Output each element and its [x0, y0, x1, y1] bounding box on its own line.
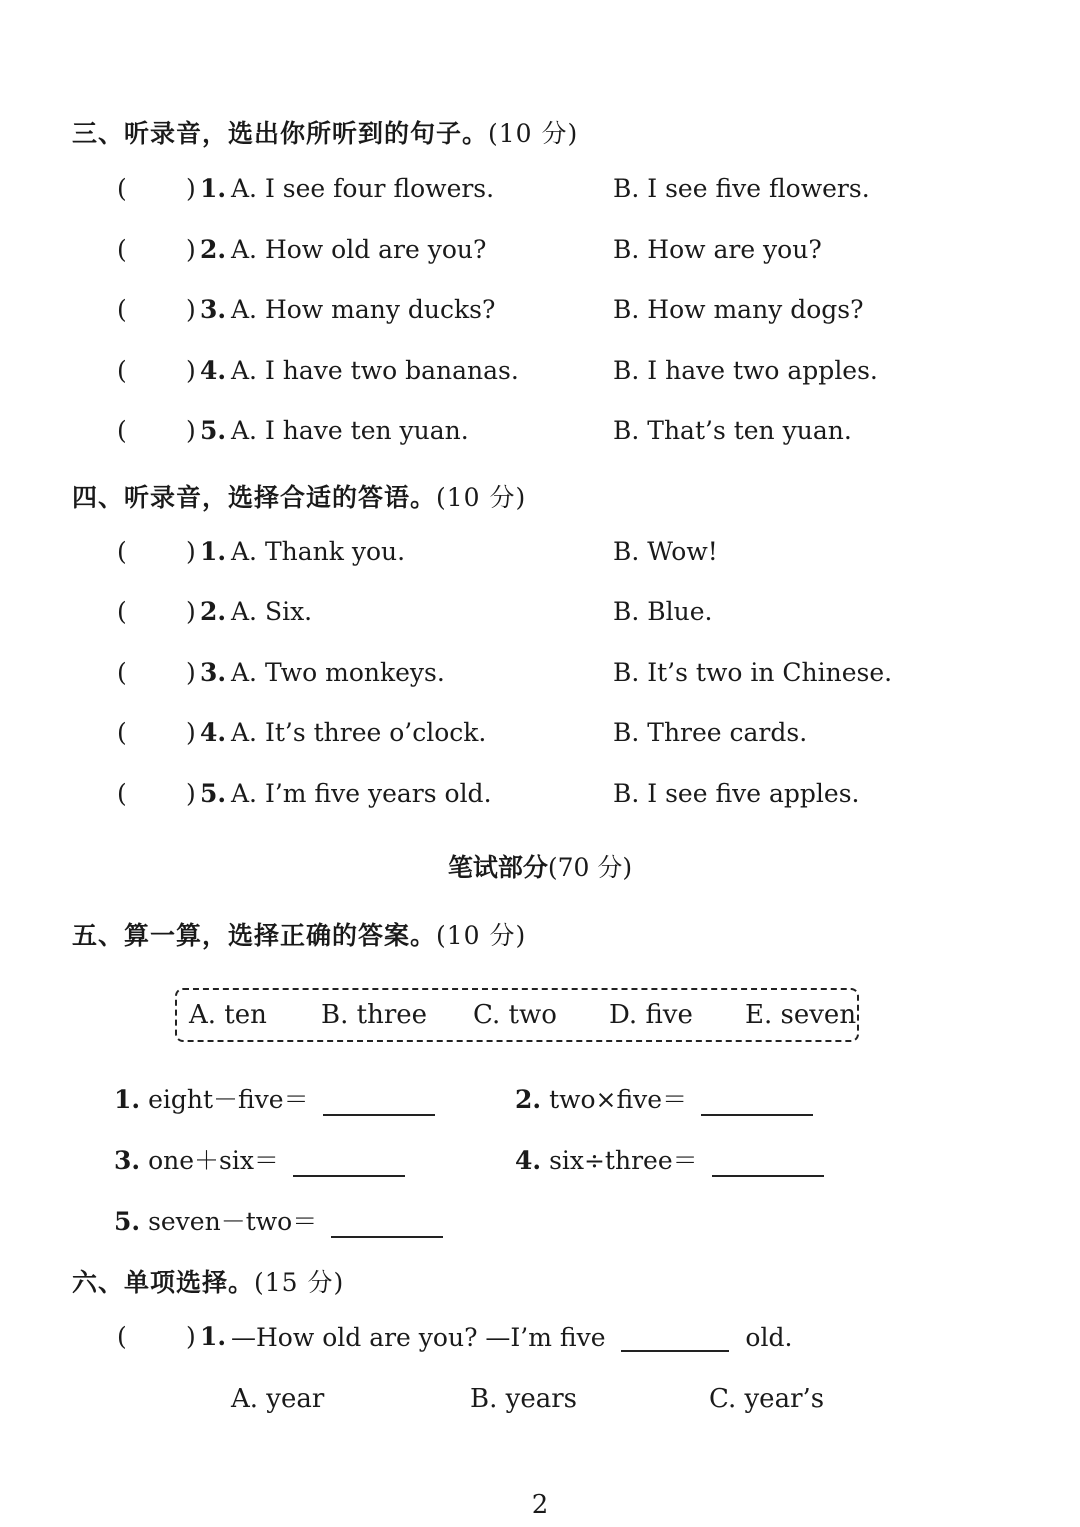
word-bank-item: D. five [609, 1000, 693, 1030]
option-a: A. How old are you? [231, 235, 487, 264]
answer-paren-close: ) [186, 597, 196, 626]
calc-number: 2. [515, 1085, 542, 1114]
section-4-title: 四、听录音，选择合适的答语。 [72, 483, 437, 512]
choice-b: B. years [470, 1384, 577, 1414]
question-number: 3. [200, 295, 227, 324]
section-3-title: 三、听录音，选出你所听到的句子。 [72, 119, 489, 148]
section-3-question-1 [0, 174, 1080, 210]
calc-number: 1. [114, 1085, 141, 1114]
answer-paren-open: ( [117, 658, 127, 687]
calc-expression: two×five＝ [549, 1085, 688, 1114]
choice-c: C. year’s [709, 1384, 825, 1414]
word-bank-box [175, 988, 859, 1042]
written-part-score: (70 分) [547, 853, 633, 882]
answer-paren-close: ) [186, 658, 196, 687]
answer-blank[interactable] [331, 1208, 443, 1238]
calc-item-2 [515, 1080, 813, 1116]
section-4-question-5 [0, 779, 1080, 815]
answer-paren-close: ) [186, 718, 196, 747]
option-a: A. I’m five years old. [231, 779, 492, 808]
word-bank-item: B. three [321, 1000, 428, 1030]
answer-blank[interactable] [701, 1086, 813, 1116]
option-a: A. Thank you. [231, 537, 406, 566]
question-number: 3. [200, 658, 227, 687]
question-number: 1. [200, 1322, 227, 1351]
option-b: B. How are you? [613, 235, 822, 264]
written-part-heading [0, 848, 1080, 884]
option-a: A. It’s three o’clock. [231, 718, 487, 747]
section-3-question-3 [0, 295, 1080, 331]
calc-expression: six÷three＝ [549, 1146, 698, 1175]
section-6-heading [72, 1263, 344, 1299]
question-number: 5. [200, 416, 227, 445]
section-3-question-5 [0, 416, 1080, 452]
section-5-heading [72, 916, 526, 952]
section-4-score: (10 分) [436, 483, 527, 512]
section-6-title: 六、单项选择。 [72, 1268, 255, 1297]
calc-expression: eight－five＝ [148, 1085, 309, 1114]
section-4-question-4 [0, 718, 1080, 754]
question-stem [231, 1322, 792, 1352]
answer-paren-open: ( [117, 356, 127, 385]
answer-paren-close: ) [186, 235, 196, 264]
calc-item-3 [114, 1141, 405, 1177]
question-number: 4. [200, 718, 227, 747]
calc-number: 5. [114, 1207, 141, 1236]
option-b: B. How many dogs? [613, 295, 864, 324]
option-b: B. Three cards. [613, 718, 808, 747]
calc-expression: one＋six＝ [148, 1146, 279, 1175]
section-6-question-1 [0, 1322, 1080, 1358]
calc-item-4 [515, 1141, 824, 1177]
option-a: A. I see four flowers. [231, 174, 495, 203]
answer-blank[interactable] [323, 1086, 435, 1116]
answer-paren-close: ) [186, 295, 196, 324]
answer-paren-open: ( [117, 1322, 127, 1351]
option-a: A. I have two bananas. [231, 356, 519, 385]
section-3-score: (10 分) [488, 119, 579, 148]
question-number: 4. [200, 356, 227, 385]
option-a: A. I have ten yuan. [231, 416, 469, 445]
written-part-title: 笔试部分 [447, 853, 548, 882]
calc-item-1 [114, 1080, 435, 1116]
answer-paren-close: ) [186, 1322, 196, 1351]
section-3-question-4 [0, 356, 1080, 392]
answer-paren-close: ) [186, 779, 196, 808]
section-4-question-3 [0, 658, 1080, 694]
calc-expression: seven－two＝ [148, 1207, 318, 1236]
calc-number: 3. [114, 1146, 141, 1175]
calc-item-5 [114, 1202, 443, 1238]
answer-paren-close: ) [186, 537, 196, 566]
section-4-question-1 [0, 537, 1080, 573]
question-number: 5. [200, 779, 227, 808]
answer-paren-open: ( [117, 718, 127, 747]
choice-a: A. year [231, 1384, 325, 1414]
question-number: 1. [200, 537, 227, 566]
answer-paren-open: ( [117, 779, 127, 808]
answer-paren-open: ( [117, 174, 127, 203]
answer-paren-close: ) [186, 174, 196, 203]
answer-paren-open: ( [117, 416, 127, 445]
word-bank-item: C. two [473, 1000, 557, 1030]
page-number: 2 [531, 1490, 549, 1520]
question-stem-before: —How old are you? —I’m five [231, 1323, 606, 1352]
option-b: B. It’s two in Chinese. [613, 658, 893, 687]
option-b: B. I have two apples. [613, 356, 878, 385]
option-b: B. Blue. [613, 597, 713, 626]
option-a: A. How many ducks? [231, 295, 496, 324]
option-b: B. I see five apples. [613, 779, 860, 808]
question-stem-after: old. [745, 1323, 793, 1352]
word-bank-item: E. seven [745, 1000, 857, 1030]
section-6-score: (15 分) [254, 1268, 345, 1297]
question-number: 1. [200, 174, 227, 203]
calc-number: 4. [515, 1146, 542, 1175]
option-b: B. I see five flowers. [613, 174, 870, 203]
option-a: A. Two monkeys. [231, 658, 445, 687]
answer-paren-open: ( [117, 537, 127, 566]
answer-blank[interactable] [293, 1147, 405, 1177]
section-3-heading [72, 114, 578, 150]
option-a: A. Six. [231, 597, 313, 626]
question-number: 2. [200, 235, 227, 264]
answer-blank[interactable] [621, 1322, 729, 1352]
answer-paren-open: ( [117, 235, 127, 264]
answer-blank[interactable] [712, 1147, 824, 1177]
section-3-question-2 [0, 235, 1080, 271]
section-4-heading [72, 478, 526, 514]
option-b: B. That’s ten yuan. [613, 416, 852, 445]
option-b: B. Wow! [613, 537, 718, 566]
question-number: 2. [200, 597, 227, 626]
section-4-question-2 [0, 597, 1080, 633]
section-5-title: 五、算一算，选择正确的答案。 [72, 921, 437, 950]
section-5-score: (10 分) [436, 921, 527, 950]
answer-paren-open: ( [117, 295, 127, 324]
answer-paren-close: ) [186, 416, 196, 445]
answer-paren-close: ) [186, 356, 196, 385]
word-bank-item: A. ten [189, 1000, 267, 1030]
answer-paren-open: ( [117, 597, 127, 626]
